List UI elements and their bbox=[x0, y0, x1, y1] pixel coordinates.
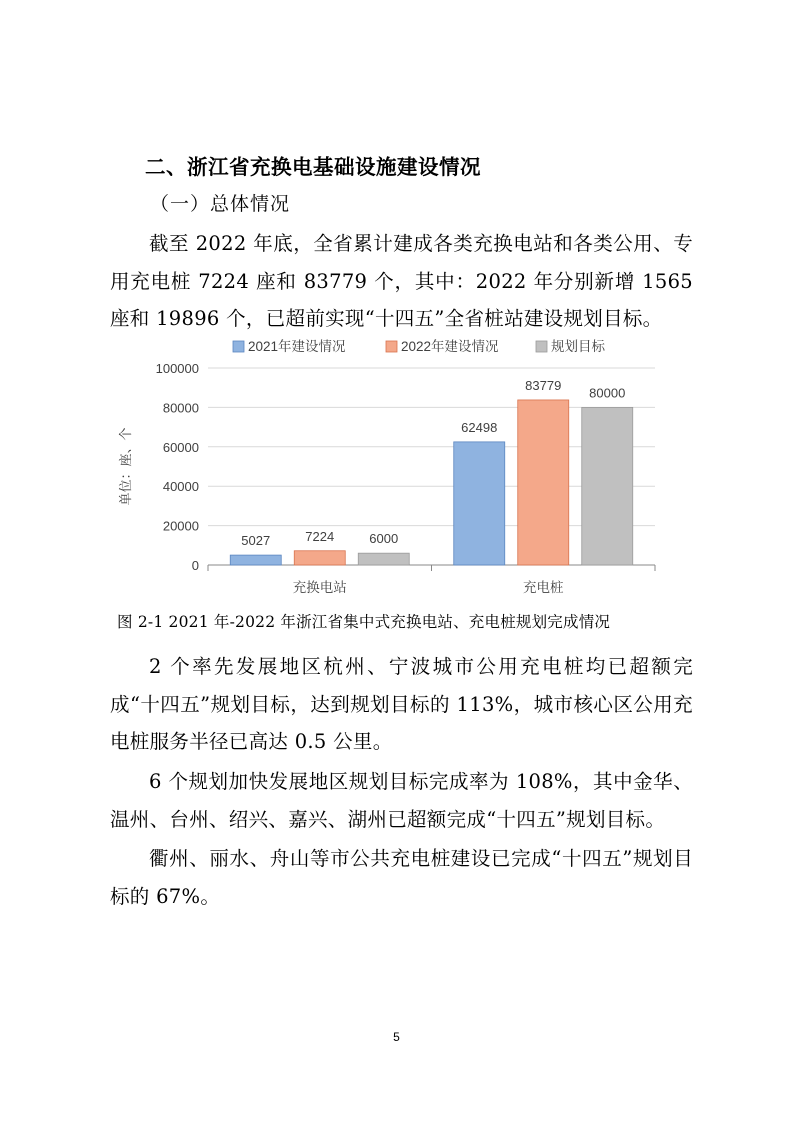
legend-swatch bbox=[233, 341, 244, 352]
figure-caption: 图 2-1 2021 年-2022 年浙江省集中式充换电站、充电桩规划完成情况 bbox=[117, 613, 611, 631]
y-tick-label: 0 bbox=[191, 558, 199, 573]
paragraph-other-regions: 衢州、丽水、舟山等市公共充电桩建设已完成“十四五”规划目标的 67%。 bbox=[110, 847, 693, 908]
data-label: 62498 bbox=[461, 419, 498, 435]
y-axis-title: 单位：座、个 bbox=[118, 427, 133, 506]
bar bbox=[358, 553, 409, 565]
bar bbox=[454, 442, 505, 565]
data-label: 83779 bbox=[525, 377, 562, 393]
x-category-label: 充换电站 bbox=[292, 580, 347, 595]
y-tick-label: 80000 bbox=[162, 400, 199, 416]
y-tick-label: 40000 bbox=[162, 479, 199, 495]
y-tick-label: 100000 bbox=[155, 361, 199, 376]
y-tick-label: 60000 bbox=[162, 439, 199, 455]
section-heading: 二、浙江省充换电基础设施建设情况 bbox=[145, 155, 481, 179]
bar bbox=[582, 407, 633, 565]
data-label: 5027 bbox=[241, 533, 271, 549]
data-label: 6000 bbox=[369, 531, 399, 547]
data-label: 7224 bbox=[305, 528, 335, 544]
bar-chart bbox=[110, 330, 670, 600]
legend-swatch bbox=[386, 341, 397, 352]
legend-label: 2021年建设情况 bbox=[248, 339, 346, 354]
x-category-label: 充电桩 bbox=[523, 580, 564, 595]
y-tick-label: 20000 bbox=[162, 518, 199, 534]
data-label: 80000 bbox=[589, 385, 626, 401]
paragraph-overview: 截至 2022 年底，全省累计建成各类充换电站和各类公用、专用充电桩 7224 座和 83779 个，其中：2022 年分别新增 1565 座和 19896 个，已超前实现“十四五”全省桩站建设规划目标。 bbox=[110, 232, 693, 330]
bar bbox=[518, 400, 569, 565]
bar bbox=[294, 551, 345, 565]
paragraph-leading-regions: 2 个率先发展地区杭州、宁波城市公用充电桩均已超额完成“十四五”规划目标，达到规划目标的 113%，城市核心区公用充电桩服务半径已高达 0.5 公里。 bbox=[110, 655, 693, 753]
paragraph-accelerated-regions: 6 个规划加快发展地区规划目标完成率为 108%，其中金华、温州、台州、绍兴、嘉兴、湖州已超额完成“十四五”规划目标。 bbox=[110, 770, 693, 831]
page-number: 5 bbox=[393, 1030, 400, 1044]
legend-swatch bbox=[536, 341, 547, 352]
bar bbox=[230, 555, 281, 565]
legend-label: 规划目标 bbox=[551, 339, 605, 354]
legend-label: 2022年建设情况 bbox=[401, 339, 499, 354]
subsection-heading: （一）总体情况 bbox=[150, 193, 291, 215]
